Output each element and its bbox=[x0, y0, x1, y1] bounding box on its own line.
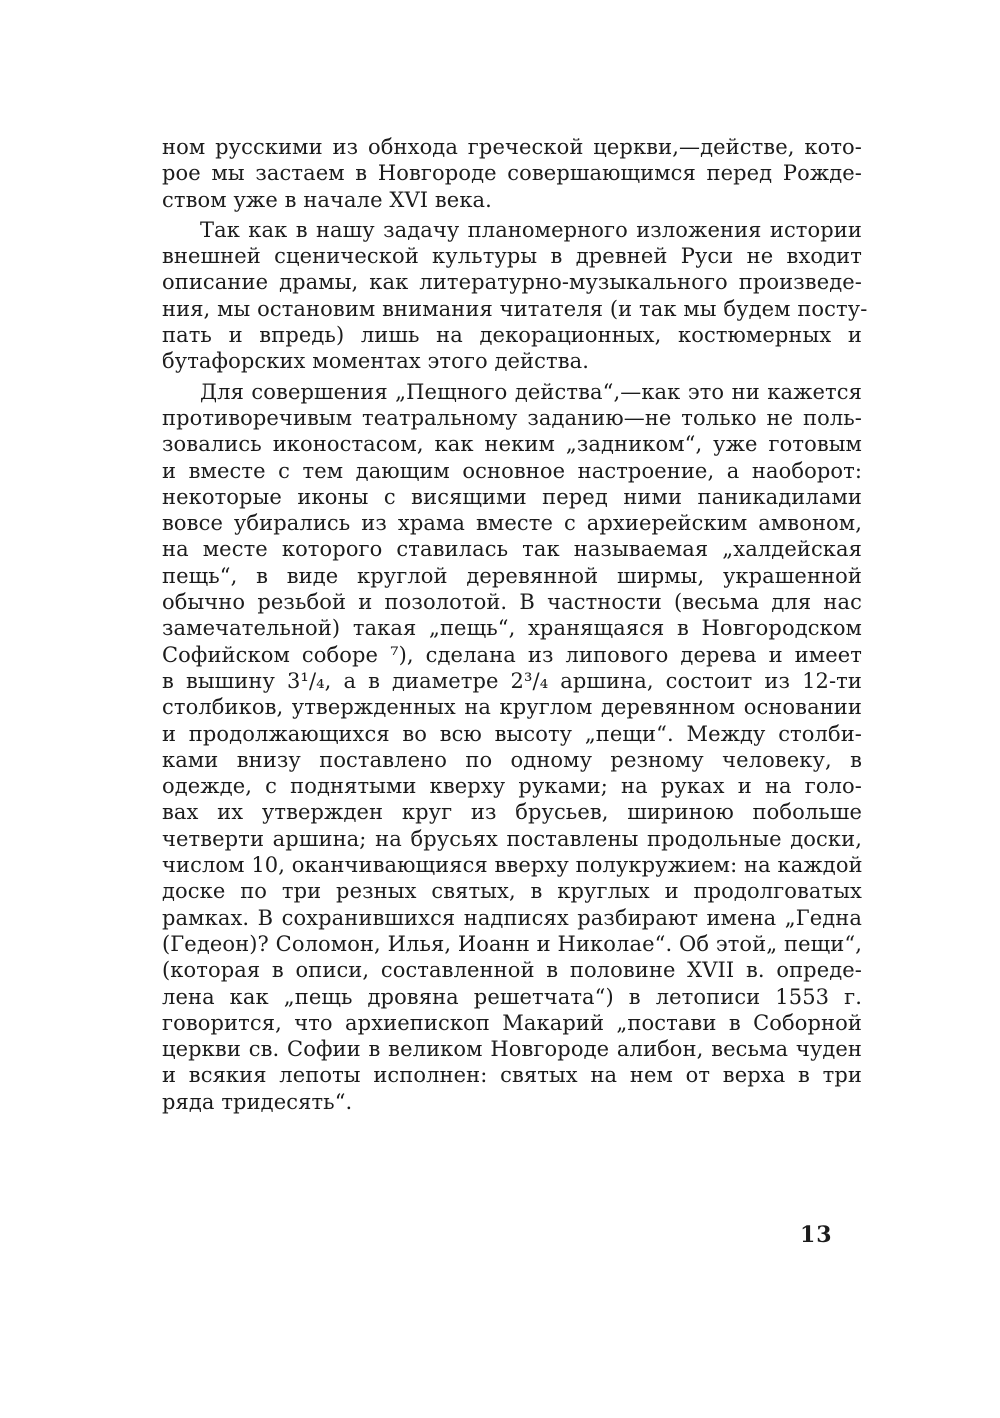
text-line: и вместе с тем дающим основное настроение, а наоборот: bbox=[162, 458, 862, 483]
text-line: пещь“, в виде круглой деревянной ширмы, украшенной bbox=[162, 563, 862, 588]
text-line: обычно резьбой и позолотой. В частности (весьма для нас bbox=[162, 590, 862, 615]
text-line: и всякия лепоты исполнен: святых на нем от верха в три bbox=[162, 1063, 862, 1088]
text-line: вовсе убирались из храма вместе с архиерейским амвоном, bbox=[162, 511, 862, 536]
text-line: церкви св. Софии в великом Новгороде алибон, весьма чуден bbox=[162, 1037, 862, 1062]
text-line: ном русскими из обнхода греческой церкви,—действе, кото- bbox=[162, 135, 862, 159]
text-line: ния, мы остановим внимания читателя (и так мы будем посту- bbox=[162, 296, 868, 321]
text-line: внешней сценической культуры в древней Руси не входит bbox=[162, 244, 862, 269]
text-line: бутафорских моментах этого действа. bbox=[162, 349, 590, 374]
text-line: ряда тридесять“. bbox=[162, 1089, 353, 1114]
paragraph-2 bbox=[162, 217, 868, 375]
text-line: ками внизу поставлено по одному резному человеку, в bbox=[162, 747, 862, 772]
text-line: числом 10, оканчивающияся вверху полукружием: на каждой bbox=[162, 853, 863, 878]
text-line: четверти аршина; на брусьях поставлены продольные доски, bbox=[162, 826, 862, 851]
text-line: зовались иконостасом, как неким „задником“, уже готовым bbox=[162, 432, 862, 457]
text-line: и продолжающихся во всю высоту „пещи“. Между столби- bbox=[162, 721, 862, 746]
text-line: Так как в нашу задачу планомерного изложения истории bbox=[200, 217, 862, 242]
paragraph-1 bbox=[162, 134, 862, 213]
text-line: рое мы застаем в Новгороде совершающимся перед Рожде- bbox=[162, 161, 862, 186]
text-line: в вышину 3¹/₄, а в диаметре 2³/₄ аршина, состоит из 12-ти bbox=[162, 668, 862, 693]
text-line: лена как „пещь дровяна решетчата“) в летописи 1553 г. bbox=[162, 984, 862, 1009]
text-line: рамках. В сохранившихся надписях разбирают имена „Гедна bbox=[162, 905, 862, 930]
text-line: противоречивым театральному заданию—не только не поль- bbox=[162, 405, 862, 430]
text-line: некоторые иконы с висящими перед ними паникадилами bbox=[162, 484, 862, 509]
text-line: на месте которого ставилась так называемая „халдейская bbox=[162, 537, 862, 562]
text-line: замечательной) такая „пещь“, хранящаяся в Новгородском bbox=[162, 616, 862, 641]
text-line: одежде, с поднятыми кверху руками; на руках и на голо- bbox=[162, 774, 862, 799]
text-line: говорится, что архиепископ Макарий „постави в Соборной bbox=[162, 1010, 862, 1035]
paragraph-3 bbox=[162, 379, 862, 1115]
text-line: ством уже в начале XVI века. bbox=[162, 187, 492, 212]
page-number: 13 bbox=[800, 1222, 833, 1248]
text-line: (Гедеон)? Соломон, Илья, Иоанн и Николае“. Об этой„ пещи“, bbox=[162, 931, 862, 956]
text-line: столбиков, утвержденных на круглом деревянном основании bbox=[162, 695, 862, 720]
text-line: доске по три резных святых, в круглых и продолговатых bbox=[162, 879, 862, 904]
text-line: Софийском соборе ⁷), сделана из липового дерева и имеет bbox=[162, 642, 862, 667]
text-line: Для совершения „Пещного действа“,—как это ни кажется bbox=[200, 379, 862, 404]
text-line: пать и впредь) лишь на декорационных, костюмерных и bbox=[162, 323, 862, 348]
text-line: (которая в описи, составленной в половине XVII в. опреде- bbox=[162, 958, 862, 983]
text-line: вах их утвержден круг из брусьев, шириною побольше bbox=[162, 800, 862, 825]
text-line: описание драмы, как литературно-музыкального произведе- bbox=[162, 270, 862, 295]
body-text bbox=[162, 134, 868, 1119]
